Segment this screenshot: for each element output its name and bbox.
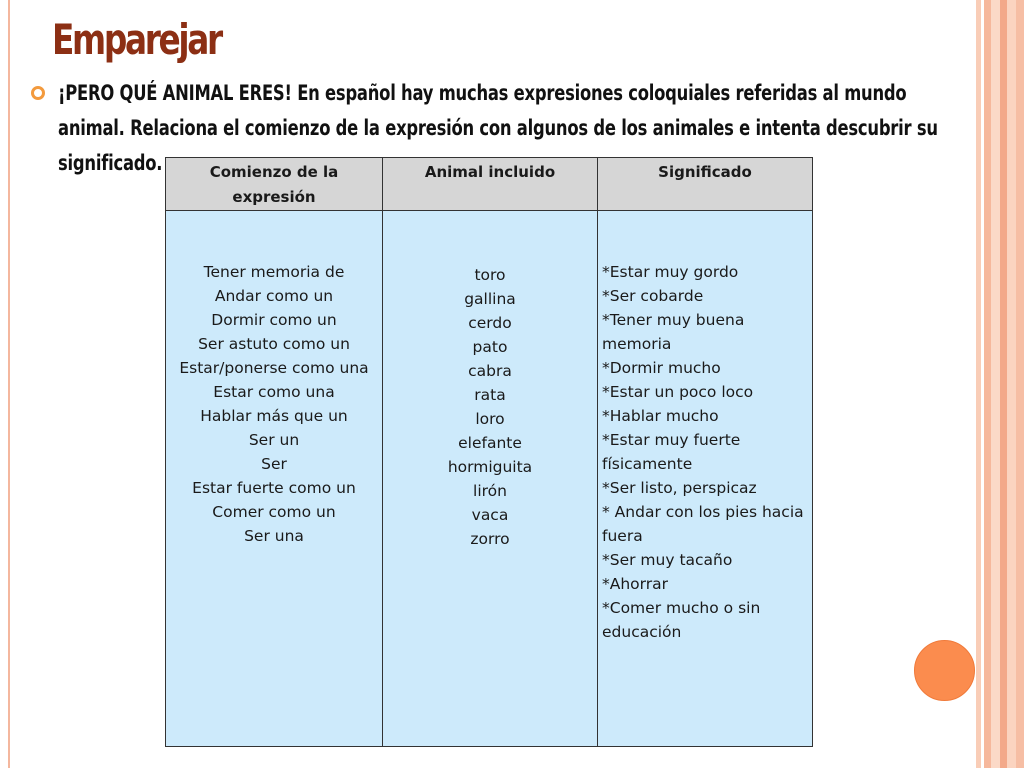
- header-animal: Animal incluido: [424, 163, 556, 181]
- header-significado: Significado: [658, 163, 752, 181]
- right-decorative-stripe: [984, 0, 991, 768]
- significado-item: *Hablar mucho: [602, 407, 719, 425]
- significado-item: *Comer mucho o sin educación: [602, 599, 761, 641]
- animal-item: gallina: [464, 290, 516, 308]
- matching-table: [165, 157, 813, 747]
- comienzo-item: Ser astuto como un: [198, 335, 350, 353]
- significado-item: * Andar con los pies hacia fuera: [602, 503, 804, 545]
- significado-item: *Ahorrar: [602, 575, 669, 593]
- animal-column: [383, 263, 597, 551]
- animal-item: loro: [475, 410, 505, 428]
- header-comienzo: Comienzo de la expresión: [209, 163, 339, 206]
- significado-item: *Estar muy gordo: [602, 263, 739, 281]
- significado-item: *Estar un poco loco: [602, 383, 754, 401]
- comienzo-item: Hablar más que un: [200, 407, 348, 425]
- significado-item: *Estar muy fuerte físicamente: [602, 431, 741, 473]
- animal-item: vaca: [471, 506, 509, 524]
- comienzo-item: Estar como una: [213, 383, 335, 401]
- significado-item: *Tener muy buena memoria: [602, 311, 745, 353]
- significado-item: *Dormir mucho: [602, 359, 721, 377]
- comienzo-item: Andar como un: [214, 287, 334, 305]
- comienzo-item: Ser: [261, 455, 287, 473]
- animal-item: rata: [474, 386, 506, 404]
- animal-item: cabra: [468, 362, 512, 380]
- comienzo-item: Tener memoria de: [203, 263, 345, 281]
- right-decorative-stripe: [1000, 0, 1007, 768]
- right-decorative-stripe: [976, 0, 981, 768]
- animal-item: cerdo: [468, 314, 512, 332]
- comienzo-column: [166, 260, 382, 548]
- animal-item: pato: [472, 338, 508, 356]
- animal-item: hormiguita: [447, 458, 533, 476]
- right-decorative-stripe: [1016, 0, 1024, 768]
- comienzo-item: Comer como un: [212, 503, 336, 521]
- comienzo-item: Ser una: [244, 527, 304, 545]
- right-decorative-stripe: [991, 0, 1000, 768]
- column-divider: [597, 158, 598, 746]
- significado-item: *Ser cobarde: [602, 287, 704, 305]
- significado-column: [602, 260, 810, 644]
- intro-paragraph: ¡PERO QUÉ ANIMAL ERES! En español hay muchas expresiones coloquiales referidas al mundo animal. Relaciona el comienzo de la expresión con algunos de los animales e intenta descubrir su significado.: [58, 81, 938, 175]
- comienzo-item: Dormir como un: [211, 311, 337, 329]
- significado-item: *Ser muy tacaño: [602, 551, 733, 569]
- animal-item: zorro: [470, 530, 510, 548]
- orange-circle-decoration: [914, 640, 975, 701]
- left-border-line: [8, 0, 10, 768]
- animal-item: lirón: [473, 482, 507, 500]
- animal-item: toro: [474, 266, 506, 284]
- comienzo-item: Estar fuerte como un: [192, 479, 356, 497]
- slide-title: Emparejar: [52, 15, 221, 64]
- animal-item: elefante: [458, 434, 522, 452]
- significado-item: *Ser listo, perspicaz: [602, 479, 757, 497]
- comienzo-item: Estar/ponerse como una: [179, 359, 369, 377]
- right-decorative-stripe: [1007, 0, 1016, 768]
- bullet-circle-icon: [31, 86, 45, 100]
- comienzo-item: Ser un: [248, 431, 300, 449]
